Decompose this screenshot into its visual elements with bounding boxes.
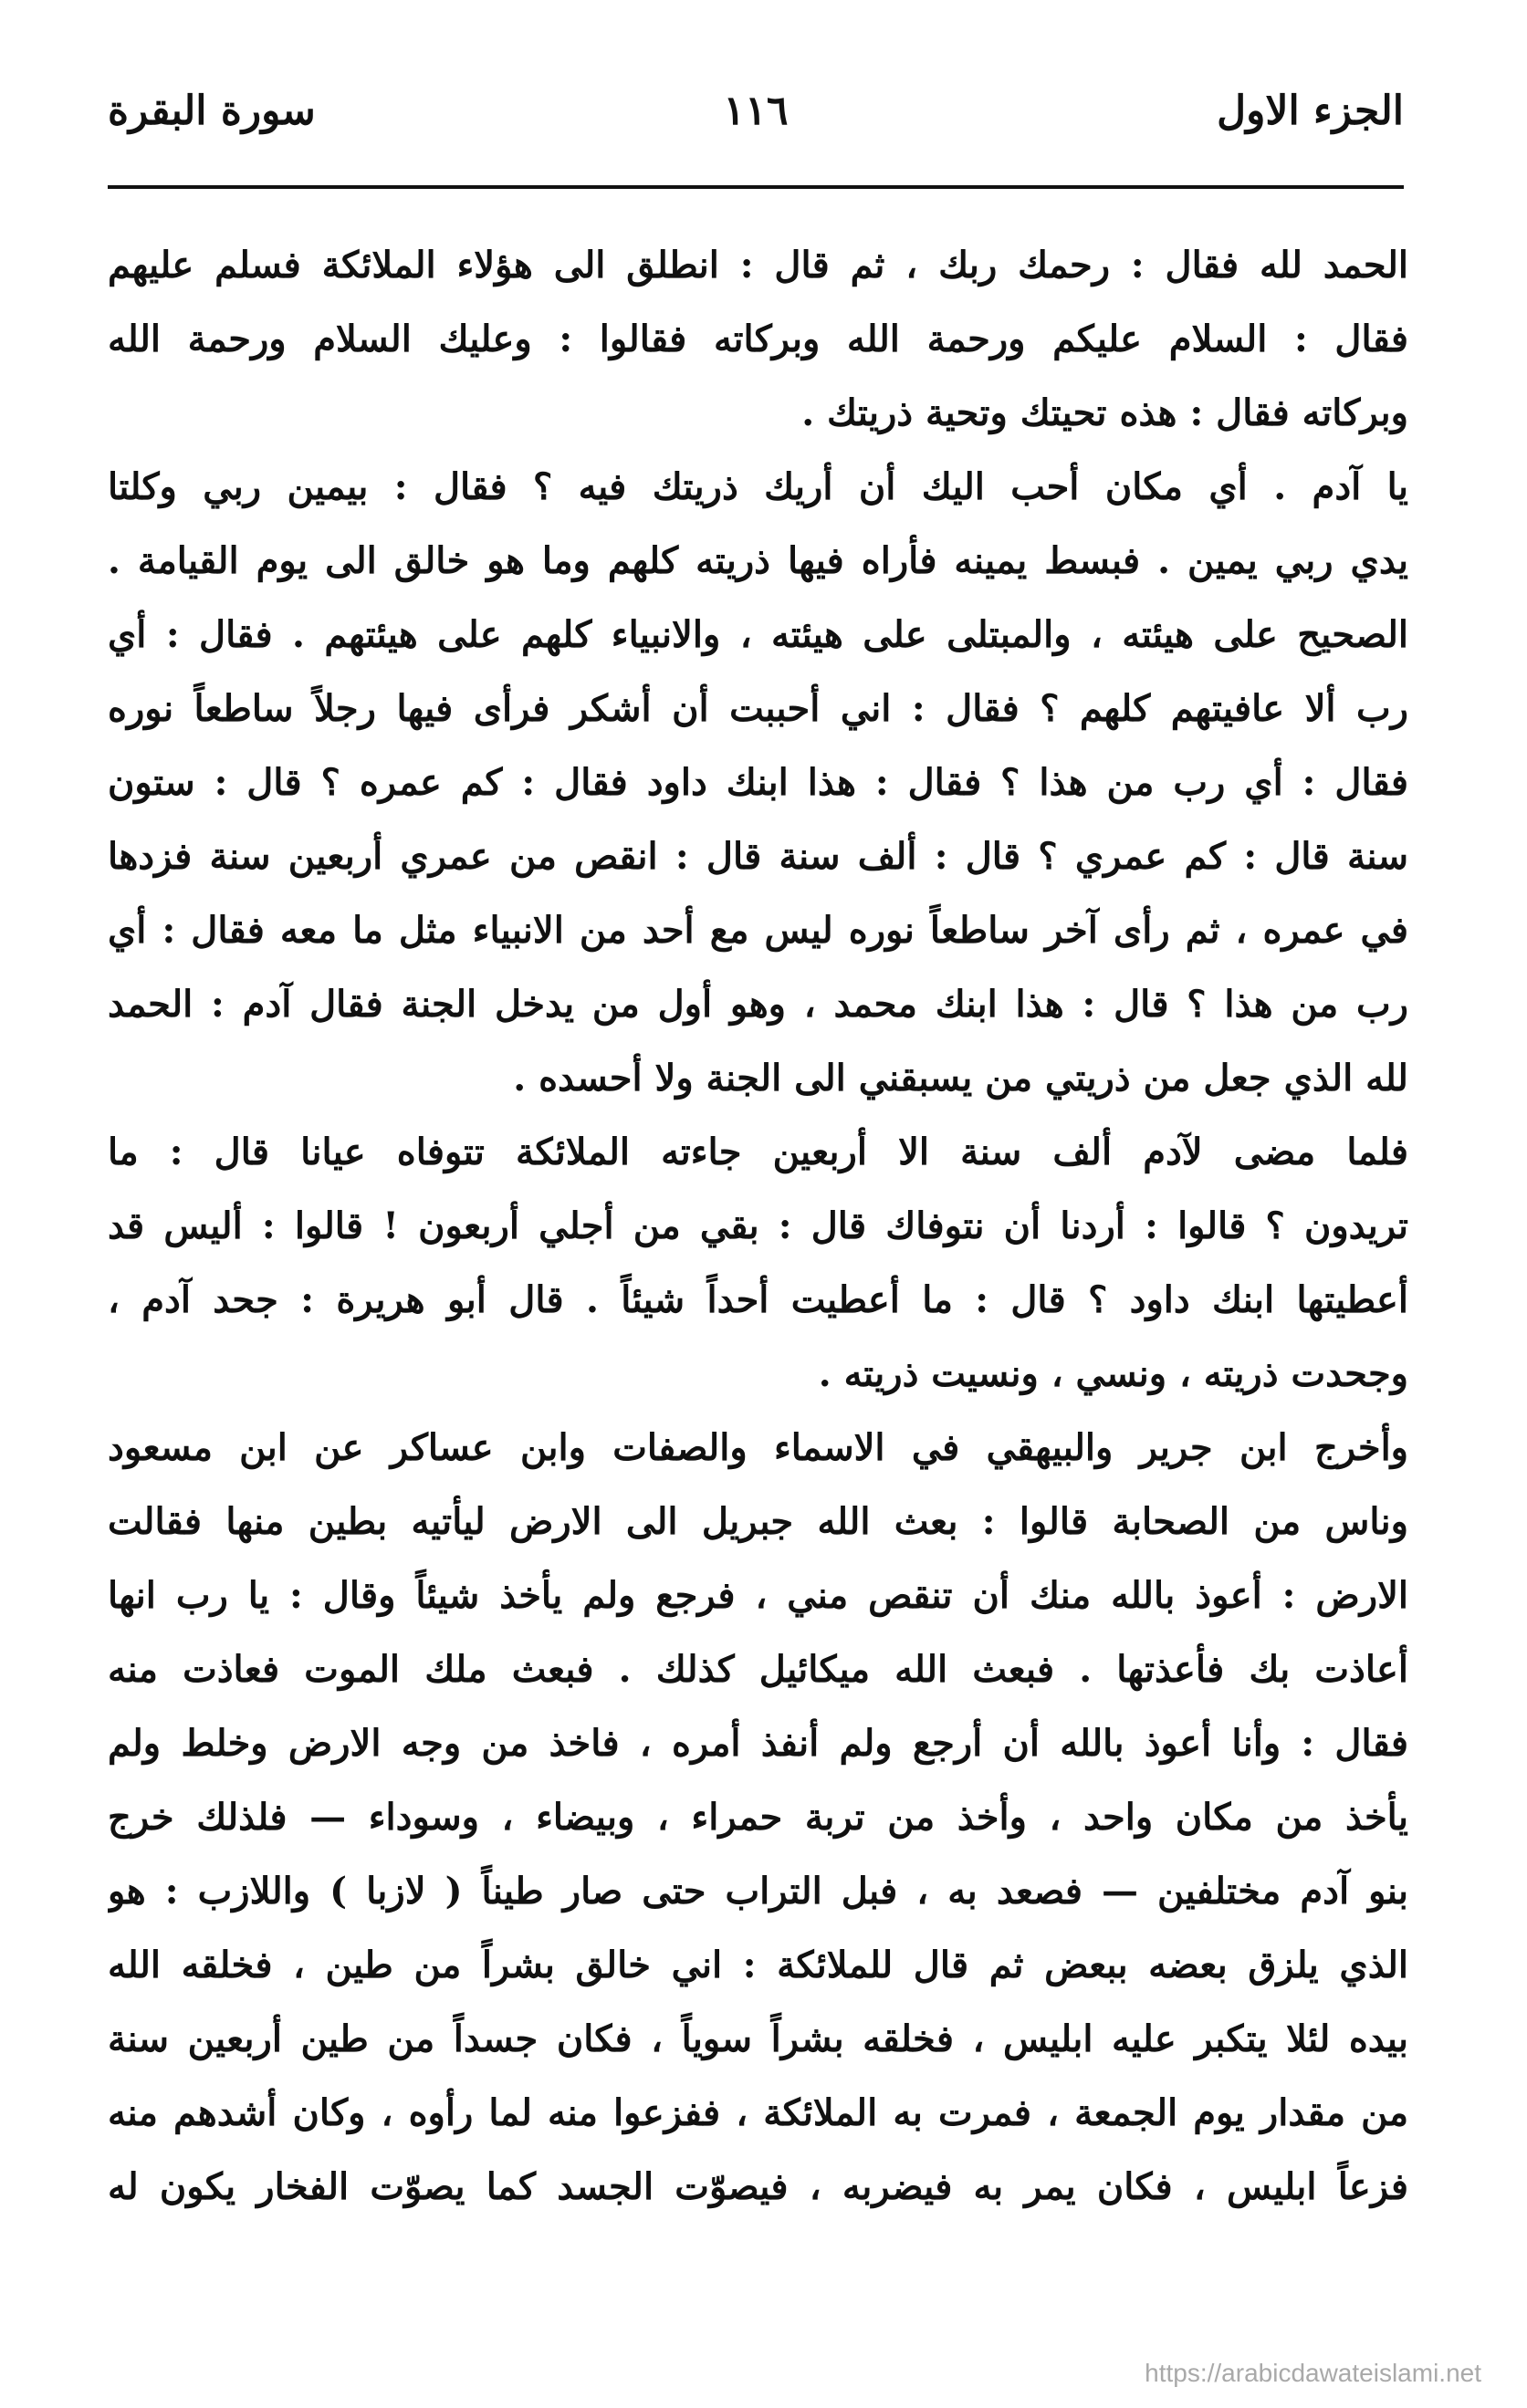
text-line: وأخرج ابن جرير والبيهقي في الاسماء والصفات وابن عساكر عن ابن مسعود [108, 1426, 1408, 1469]
text-line: وجحدت ذريته ، ونسي ، ونسيت ذريته . [818, 1352, 1408, 1395]
text-line: فلما مضى لآدم ألف سنة الا أربعين جاءته الملائكة تتوفاه عيانا قال : ما [108, 1131, 1408, 1173]
watermark-url: https://arabicdawateislami.net [1145, 2359, 1481, 2387]
text-line: الذي يلزق بعضه ببعض ثم قال للملائكة : اني خالق بشراً من طين ، فخلقه الله [108, 1944, 1408, 1986]
text-line: رب ألا عافيتهم كلهم ؟ فقال : اني أحببت أن أشكر فرأى فيها رجلاً ساطعاً نوره [108, 687, 1408, 730]
text-line: أعاذت بك فأعذتها . فبعث الله ميكائيل كذلك . فبعث ملك الموت فعاذت منه [108, 1648, 1408, 1691]
text-line: أعطيتها ابنك داود ؟ قال : ما أعطيت أحداً شيئاً . قال أبو هريرة : جحد آدم ، [108, 1278, 1408, 1321]
text-line: رب من هذا ؟ قال : هذا ابنك محمد ، وهو أول من يدخل الجنة فقال آدم : الحمد [108, 983, 1408, 1026]
text-line: بيده لئلا يتكبر عليه ابليس ، فخلقه بشراً سوياً ، فكان جسداً من طين أربعين سنة [108, 2017, 1408, 2060]
page-number: ١١٦ [723, 88, 789, 134]
text-line: فقال : وأنا أعوذ بالله أن أرجع ولم أنفذ أمره ، فاخذ من وجه الارض وخلط ولم [108, 1722, 1408, 1765]
text-line: سنة قال : كم عمري ؟ قال : ألف سنة قال : انقص من عمري أربعين سنة فزدها [108, 835, 1408, 878]
text-line: يا آدم . أي مكان أحب اليك أن أريك ذريتك فيه ؟ فقال : بيمين ربي وكلتا [108, 465, 1408, 508]
page-header [108, 84, 1404, 175]
text-line: وناس من الصحابة قالوا : بعث الله جبريل الى الارض ليأتيه بطين منها فقالت [108, 1500, 1408, 1543]
text-line: الارض : أعوذ بالله منك أن تنقص مني ، فرجع ولم يأخذ شيئاً وقال : يا رب انها [108, 1574, 1408, 1617]
text-line: وبركاته فقال : هذه تحيتك وتحية ذريتك . [801, 391, 1408, 434]
text-line: من مقدار يوم الجمعة ، فمرت به الملائكة ، ففزعوا منه لما رأوه ، وكان أشدهم منه [108, 2091, 1408, 2134]
text-line: الحمد لله فقال : رحمك ربك ، ثم قال : انطلق الى هؤلاء الملائكة فسلم عليهم [108, 244, 1408, 287]
text-line: تريدون ؟ قالوا : أردنا أن نتوفاك قال : بقي من أجلي أربعون ! قالوا : أليس قد [108, 1204, 1408, 1247]
text-line: لله الذي جعل من ذريتي من يسبقني الى الجنة ولا أحسده . [513, 1057, 1408, 1100]
text-line: فقال : أي رب من هذا ؟ فقال : هذا ابنك داود فقال : كم عمره ؟ قال : ستون [108, 761, 1408, 804]
text-line: فقال : السلام عليكم ورحمة الله وبركاته فقالوا : وعليك السلام ورحمة الله [108, 318, 1408, 360]
text-line: فزعاً ابليس ، فكان يمر به فيضربه ، فيصوّت الجسد كما يصوّت الفخار يكون له [108, 2165, 1408, 2208]
text-line: بنو آدم مختلفين — فصعد به ، فبل التراب حتى صار طيناً ( لازبا ) واللازب : هو [108, 1870, 1408, 1913]
header-divider [108, 185, 1404, 189]
text-line: الصحيح على هيئته ، والمبتلى على هيئته ، والانبياء كلهم على هيئتهم . فقال : أي [108, 613, 1408, 656]
text-line: في عمره ، ثم رأى آخر ساطعاً نوره ليس مع أحد من الانبياء مثل ما معه فقال : أي [108, 909, 1408, 952]
surah-title: سورة البقرة [108, 88, 316, 134]
body-text [108, 228, 1408, 2224]
text-line: يأخذ من مكان واحد ، وأخذ من تربة حمراء ، وبيضاء ، وسوداء — فلذلك خرج [108, 1796, 1408, 1839]
text-line: يدي ربي يمين . فبسط يمينه فأراه فيها ذريته كلهم وما هو خالق الى يوم القيامة . [108, 539, 1408, 582]
volume-title: الجزء الاول [1217, 88, 1404, 134]
